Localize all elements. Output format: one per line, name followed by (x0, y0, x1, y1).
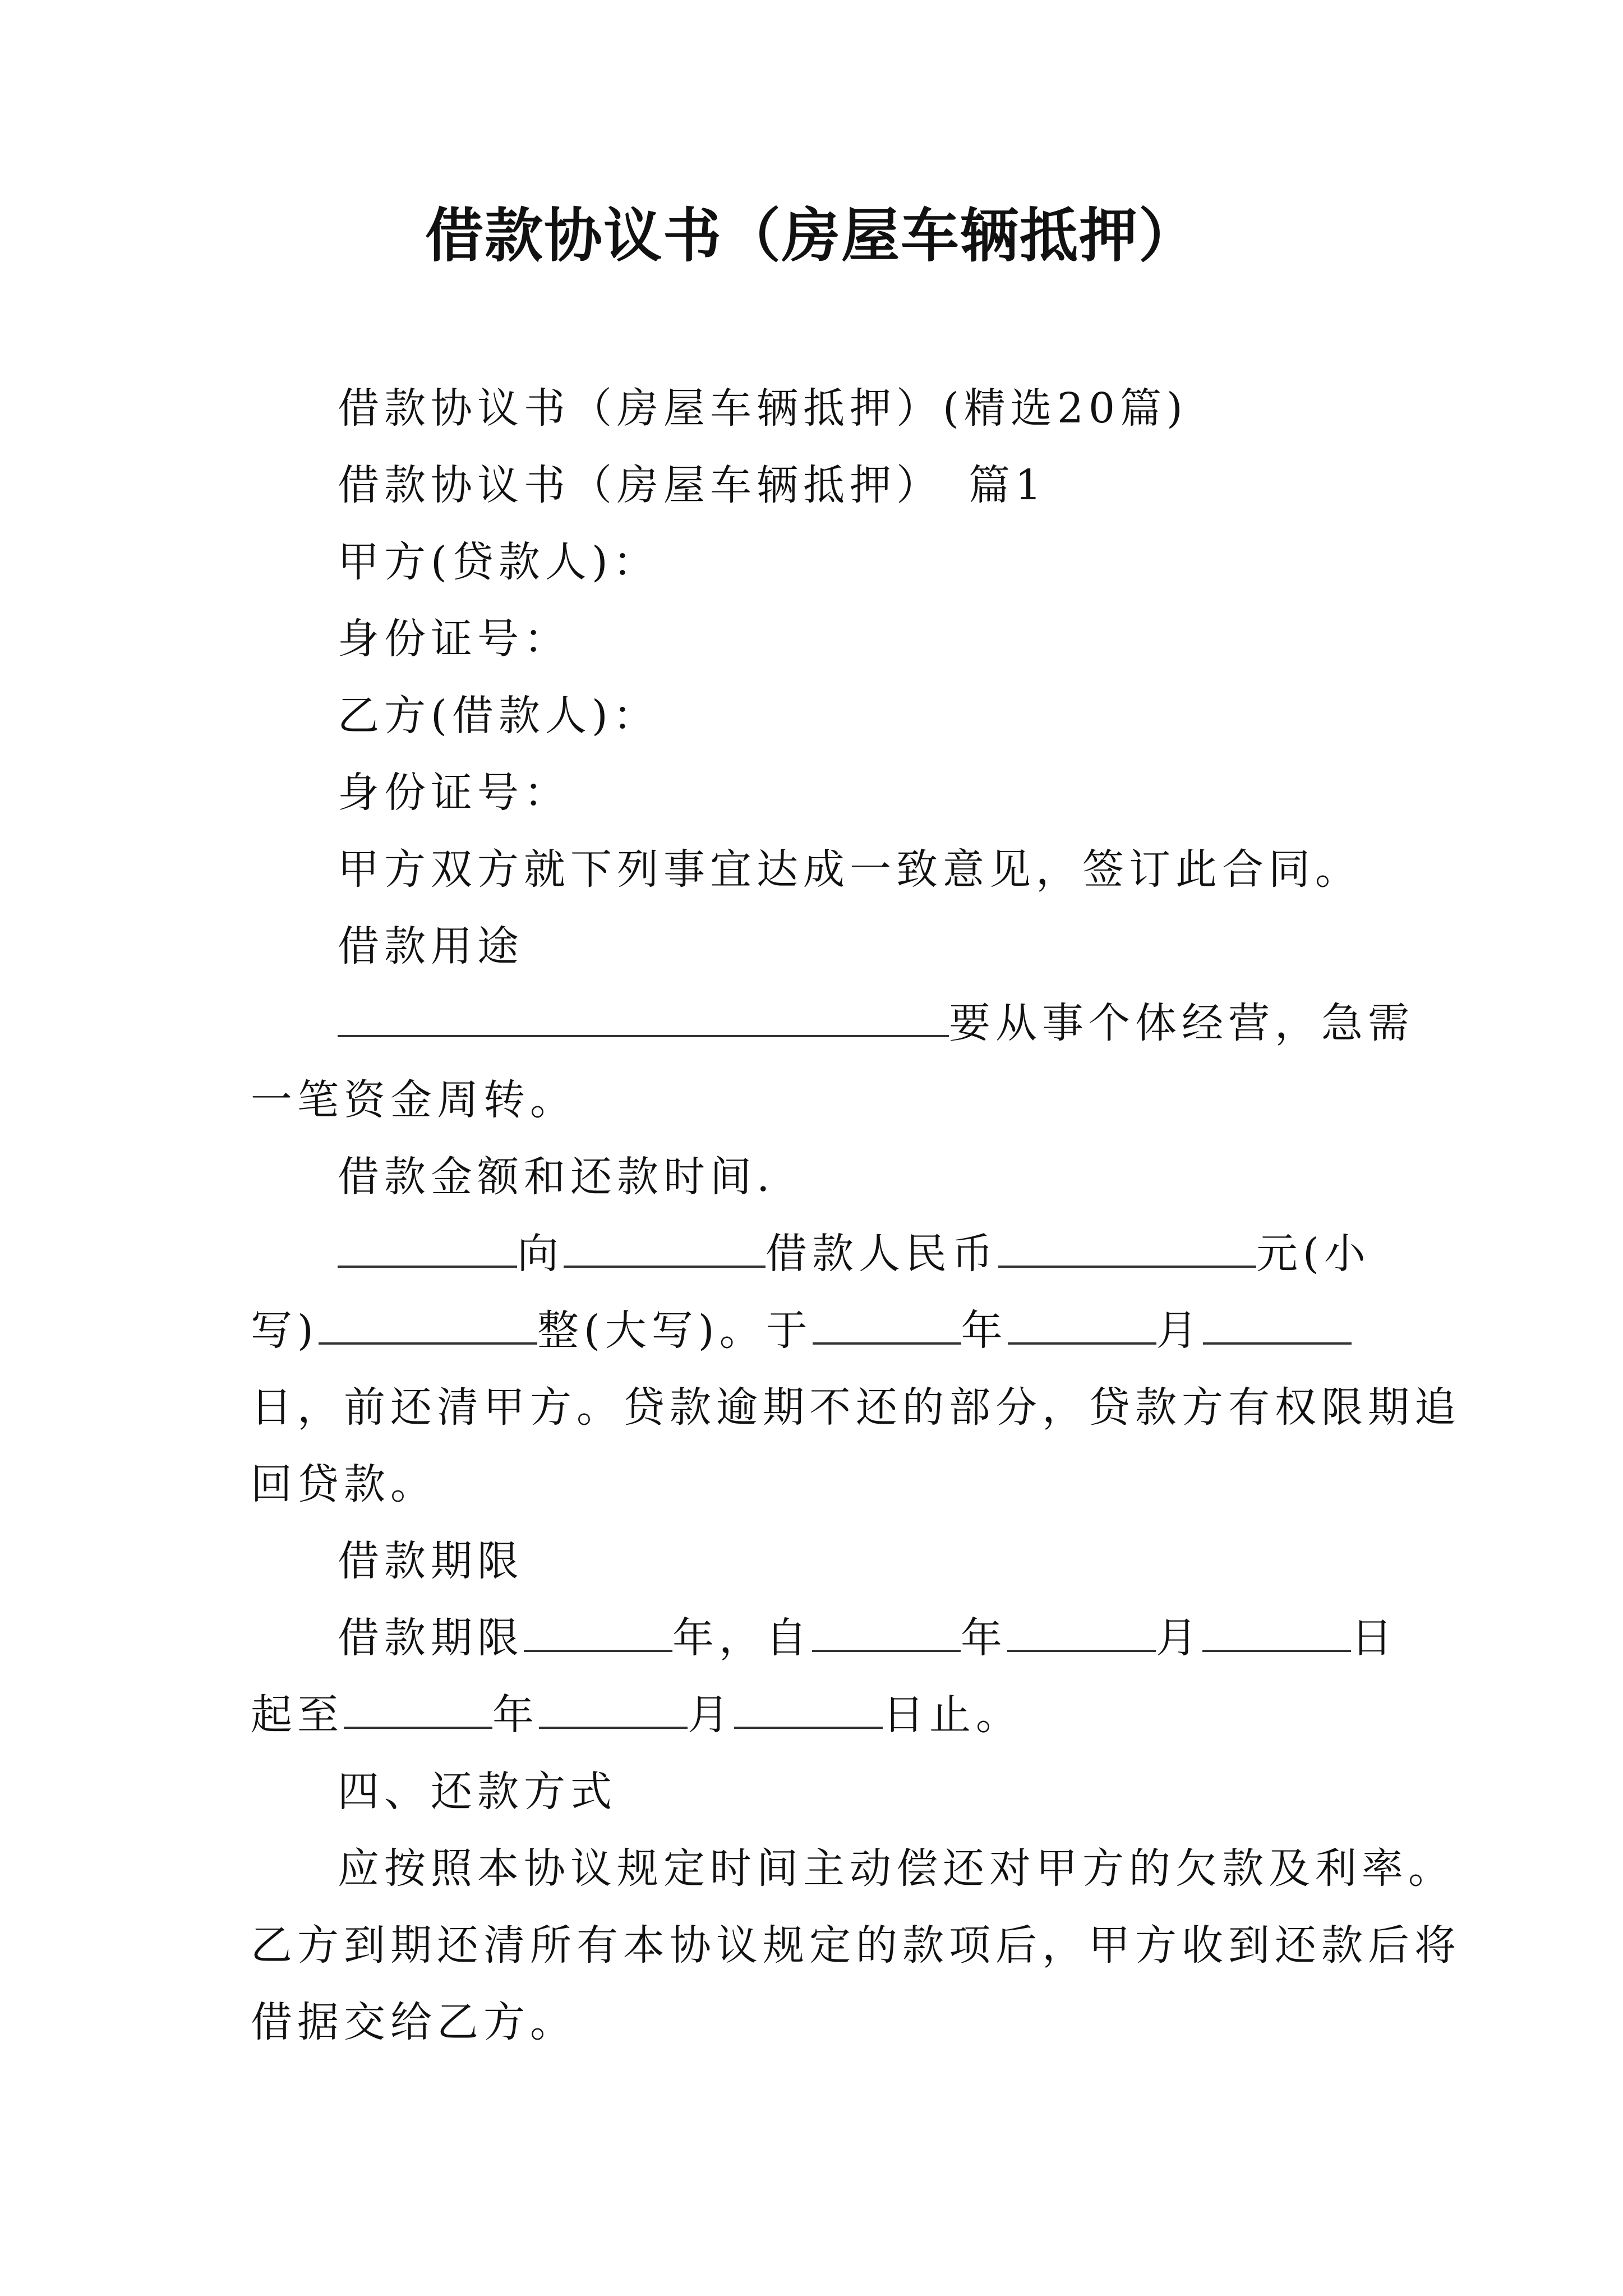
repayment-deadline-continuation: 回贷款。 (251, 1460, 437, 1508)
repayment-deadline-text: 日，前还清甲方。贷款逾期不还的部分，贷款方有权限期追 (251, 1383, 1461, 1432)
text-segment: 年 (961, 1306, 1008, 1355)
loan-term-heading: 借款期限 (338, 1537, 524, 1585)
text-segment: 年 (492, 1691, 539, 1739)
section-heading: 借款协议书（房屋车辆抵押） 篇1 (338, 461, 1047, 509)
text-segment: 要从事个体经营，急需 (949, 999, 1414, 1047)
text-segment: 写) (251, 1306, 319, 1355)
fill-in-blank[interactable] (338, 1221, 517, 1268)
repayment-method-text: 应按照本协议规定时间主动偿还对甲方的欠款及利率。 (338, 1844, 1455, 1893)
loan-amount-line-2 (251, 1292, 1372, 1369)
document-body (251, 370, 1461, 2061)
loan-purpose-line (251, 985, 1414, 1062)
fill-in-blank[interactable] (734, 1682, 883, 1729)
repayment-method-continuation-2: 借据交给乙方。 (251, 1998, 577, 2046)
loan-purpose-heading: 借款用途 (338, 922, 524, 970)
fill-in-blank[interactable] (998, 1221, 1256, 1268)
text-segment: 月 (1156, 1306, 1203, 1355)
fill-in-blank[interactable] (539, 1682, 688, 1729)
fill-in-blank[interactable] (812, 1605, 961, 1652)
document-title: 借款协议书（房屋车辆抵押） (425, 201, 1198, 270)
text-segment: 元(小 (1256, 1230, 1371, 1278)
loan-purpose-continuation: 一笔资金周转。 (251, 1076, 577, 1124)
text-segment: 日止。 (883, 1691, 1022, 1739)
text-segment: 整(大写)。于 (537, 1306, 813, 1355)
fill-in-blank[interactable] (319, 1297, 537, 1345)
loan-term-line (251, 1600, 1398, 1677)
text-segment: 起至 (251, 1691, 344, 1739)
loan-amount-heading: 借款金额和还款时间. (338, 1153, 775, 1201)
repayment-method-heading: 四、还款方式 (338, 1768, 617, 1816)
text-segment: 年，自 (672, 1614, 812, 1662)
text-segment: 借款人民币 (766, 1230, 998, 1278)
fill-in-blank[interactable] (1202, 1605, 1351, 1652)
text-segment: 日 (1351, 1614, 1398, 1662)
subtitle-line: 借款协议书（房屋车辆抵押）(精选20篇) (338, 384, 1188, 432)
fill-in-blank[interactable] (1007, 1605, 1156, 1652)
text-segment: 月 (688, 1691, 734, 1739)
party-b-label: 乙方(借款人)： (338, 692, 660, 740)
loan-term-line-2 (251, 1677, 1372, 1754)
fill-in-blank[interactable] (524, 1605, 672, 1652)
fill-in-blank[interactable] (564, 1221, 766, 1268)
fill-in-blank[interactable] (1008, 1297, 1156, 1345)
loan-amount-line (251, 1216, 1372, 1292)
fill-in-blank[interactable] (338, 990, 949, 1037)
text-segment: 年 (961, 1614, 1007, 1662)
text-segment: 借款期限 (338, 1614, 524, 1662)
party-a-label: 甲方(贷款人)： (338, 538, 660, 586)
fill-in-blank[interactable] (344, 1682, 492, 1729)
fill-in-blank[interactable] (813, 1297, 961, 1345)
fill-in-blank[interactable] (1203, 1297, 1352, 1345)
party-a-id-label: 身份证号： (338, 615, 570, 663)
repayment-method-continuation: 乙方到期还清所有本协议规定的款项后，甲方收到还款后将 (251, 1921, 1461, 1970)
party-b-id-label: 身份证号： (338, 769, 570, 817)
text-segment: 月 (1156, 1614, 1202, 1662)
agreement-intro: 甲方双方就下列事宜达成一致意见，签订此合同。 (338, 845, 1362, 894)
text-segment: 向 (517, 1230, 564, 1278)
